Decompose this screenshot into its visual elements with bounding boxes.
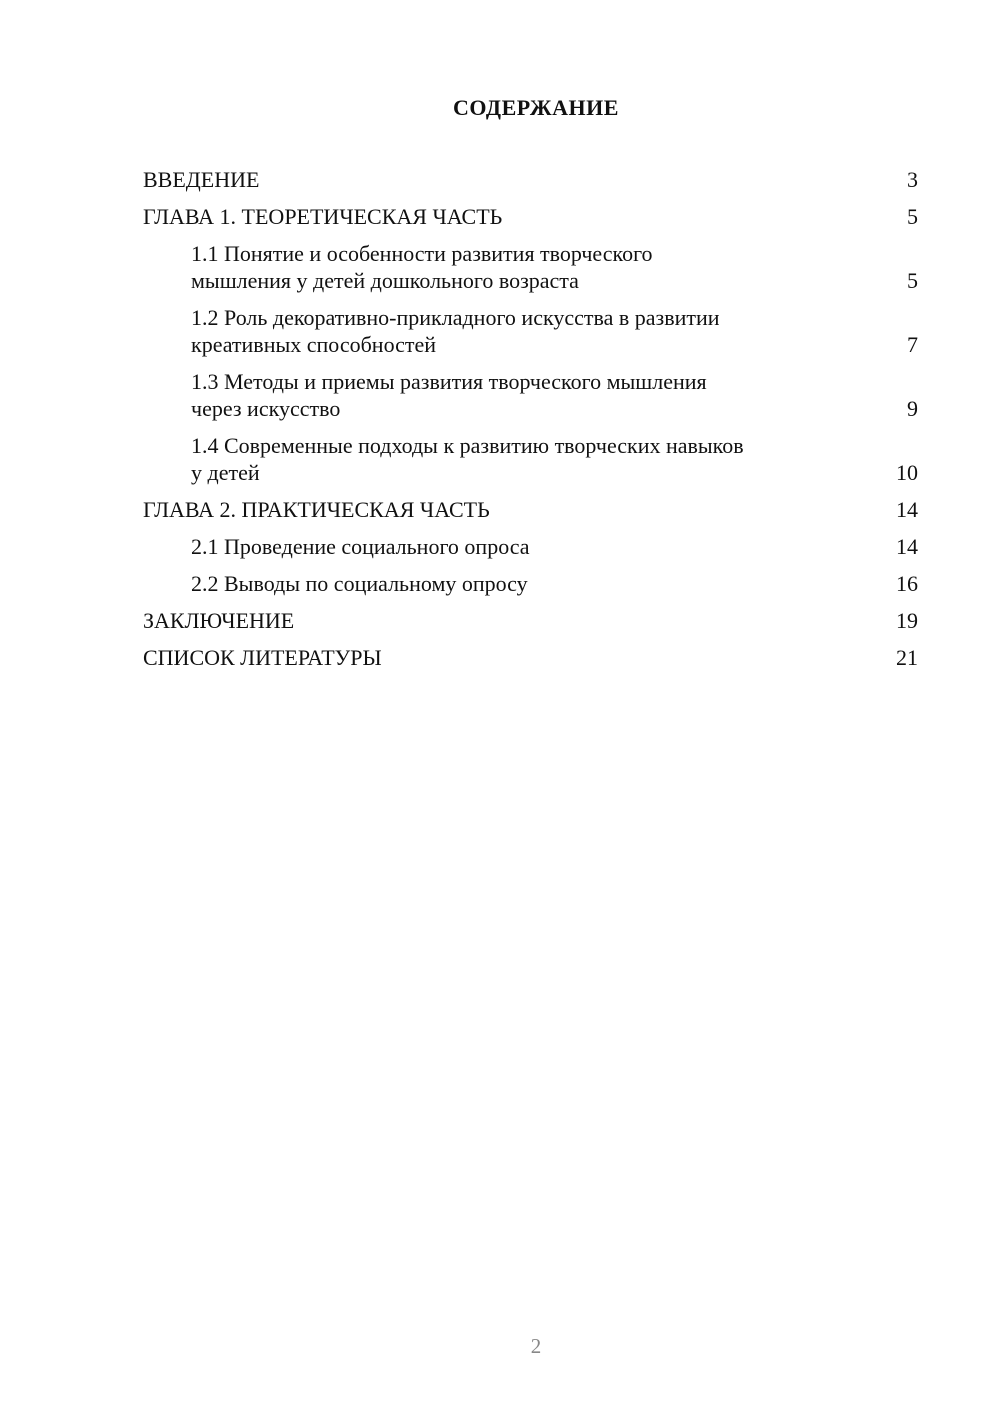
toc-entry-introduction — [143, 166, 918, 193]
page-number: 2 — [530, 1334, 542, 1358]
toc-entry-title — [191, 368, 831, 422]
toc-entry-title — [143, 644, 382, 671]
toc-entry-page: 7 — [907, 332, 918, 357]
toc-entry-title-line: ЗАКЛЮЧЕНИЕ — [143, 608, 295, 633]
toc-entry-title-line: у детей — [191, 460, 260, 485]
toc-entry-title-line: 1.2 Роль декоративно-прикладного искусства в развитии — [191, 305, 720, 330]
toc-entry-chapter-2 — [143, 496, 918, 523]
table-of-contents — [143, 166, 918, 681]
toc-entry-bibliography — [143, 644, 918, 671]
toc-entry-title — [191, 432, 831, 486]
toc-entry-page: 21 — [896, 645, 918, 670]
toc-entry-page: 5 — [907, 268, 918, 293]
page-title: СОДЕРЖАНИЕ — [453, 95, 619, 120]
toc-entry-section-1-1 — [143, 240, 918, 294]
toc-entry-page: 14 — [896, 534, 918, 559]
toc-entry-conclusion — [143, 607, 918, 634]
toc-entry-title — [191, 304, 831, 358]
toc-entry-section-1-4 — [143, 432, 918, 486]
toc-entry-title-line: 1.4 Современные подходы к развитию творческих навыков — [191, 433, 744, 458]
toc-entry-page: 9 — [907, 396, 918, 421]
toc-entry-title — [191, 240, 831, 294]
toc-entry-page: 19 — [896, 608, 918, 633]
toc-entry-title — [143, 607, 294, 634]
toc-entry-title — [143, 203, 502, 230]
toc-entry-title-line: 2.1 Проведение социального опроса — [191, 534, 530, 559]
toc-entry-section-1-2 — [143, 304, 918, 358]
toc-entry-page: 10 — [896, 460, 918, 485]
toc-entry-section-2-1 — [143, 533, 918, 560]
toc-entry-page: 14 — [896, 497, 918, 522]
toc-entry-section-2-2 — [143, 570, 918, 597]
toc-entry-title-line: 1.1 Понятие и особенности развития творческого — [191, 241, 653, 266]
toc-entry-page: 16 — [896, 571, 918, 596]
toc-entry-title — [191, 533, 831, 560]
toc-entry-title-line: СПИСОК ЛИТЕРАТУРЫ — [143, 645, 382, 670]
toc-entry-title — [143, 496, 490, 523]
toc-entry-title-line: ГЛАВА 2. ПРАКТИЧЕСКАЯ ЧАСТЬ — [143, 497, 490, 522]
toc-entry-title — [143, 166, 259, 193]
toc-entry-chapter-1 — [143, 203, 918, 230]
toc-entry-page: 5 — [907, 204, 918, 229]
toc-entry-title-line: креативных способностей — [191, 332, 437, 357]
toc-entry-page: 3 — [907, 167, 918, 192]
toc-entry-title-line: ВВЕДЕНИЕ — [143, 167, 260, 192]
toc-entry-title-line: 1.3 Методы и приемы развития творческого мышления — [191, 369, 707, 394]
toc-entry-title-line: ГЛАВА 1. ТЕОРЕТИЧЕСКАЯ ЧАСТЬ — [143, 204, 503, 229]
toc-entry-title — [191, 570, 831, 597]
toc-entry-title-line: мышления у детей дошкольного возраста — [191, 268, 579, 293]
toc-entry-title-line: 2.2 Выводы по социальному опросу — [191, 571, 528, 596]
toc-entry-title-line: через искусство — [191, 396, 341, 421]
toc-entry-section-1-3 — [143, 368, 918, 422]
